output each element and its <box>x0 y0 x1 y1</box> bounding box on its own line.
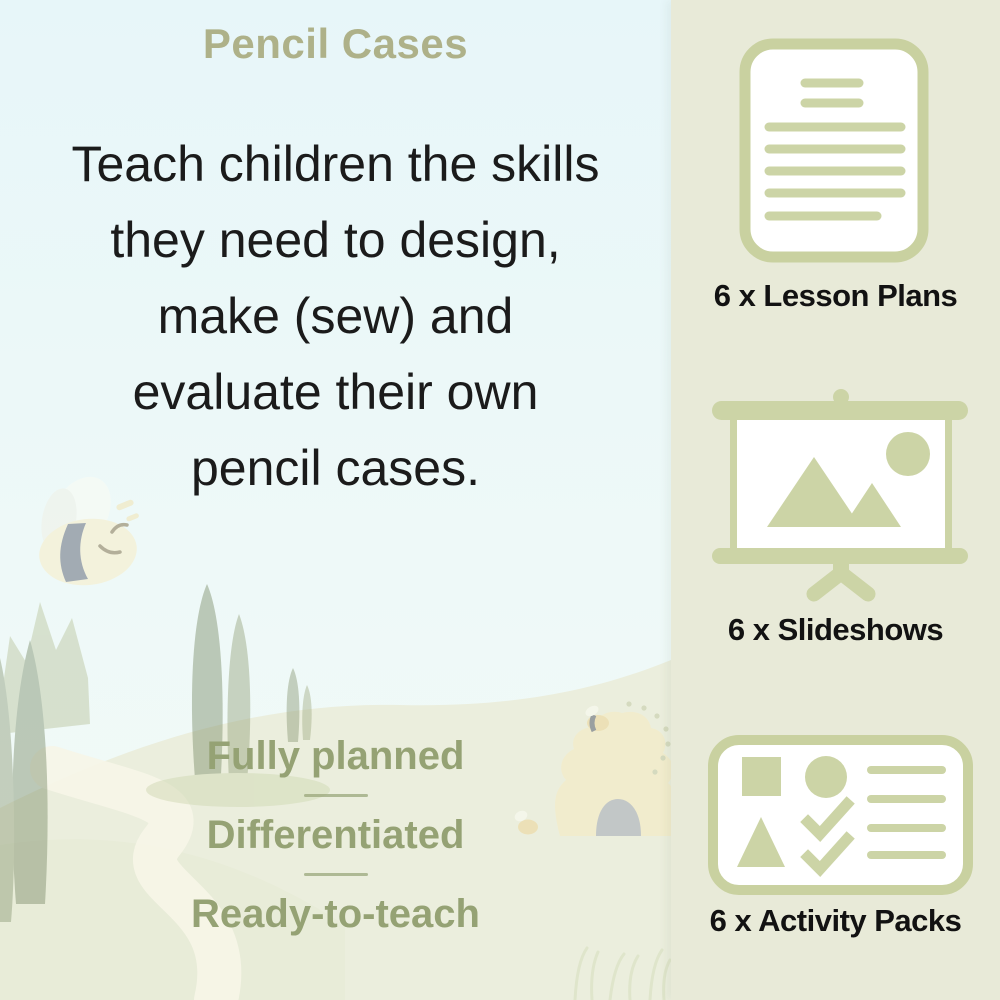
description-line: evaluate their own <box>132 364 539 420</box>
feature-differentiated: Differentiated <box>206 813 465 857</box>
divider <box>304 873 368 876</box>
lesson-plans-label: 6 x Lesson Plans <box>713 278 958 313</box>
feature-ready-to-teach: Ready-to-teach <box>191 892 480 936</box>
lesson-plan-document-icon <box>739 38 929 263</box>
slideshows-label: 6 x Slideshows <box>727 612 944 647</box>
page-title: Pencil Cases <box>202 20 469 67</box>
feature-fully-planned: Fully planned <box>206 734 465 778</box>
description-line: make (sew) and <box>157 288 514 344</box>
resources-panel <box>671 0 1000 1000</box>
activity-pack-cards-icon <box>708 735 973 895</box>
divider <box>304 794 368 797</box>
description-line: they need to design, <box>110 212 561 268</box>
feature-list <box>0 732 671 938</box>
description-line: Teach children the skills <box>71 136 600 192</box>
activity-packs-label: 6 x Activity Packs <box>709 903 962 938</box>
slideshow-presentation-icon <box>710 387 970 602</box>
description-line: pencil cases. <box>190 440 481 496</box>
description-text <box>0 126 671 506</box>
